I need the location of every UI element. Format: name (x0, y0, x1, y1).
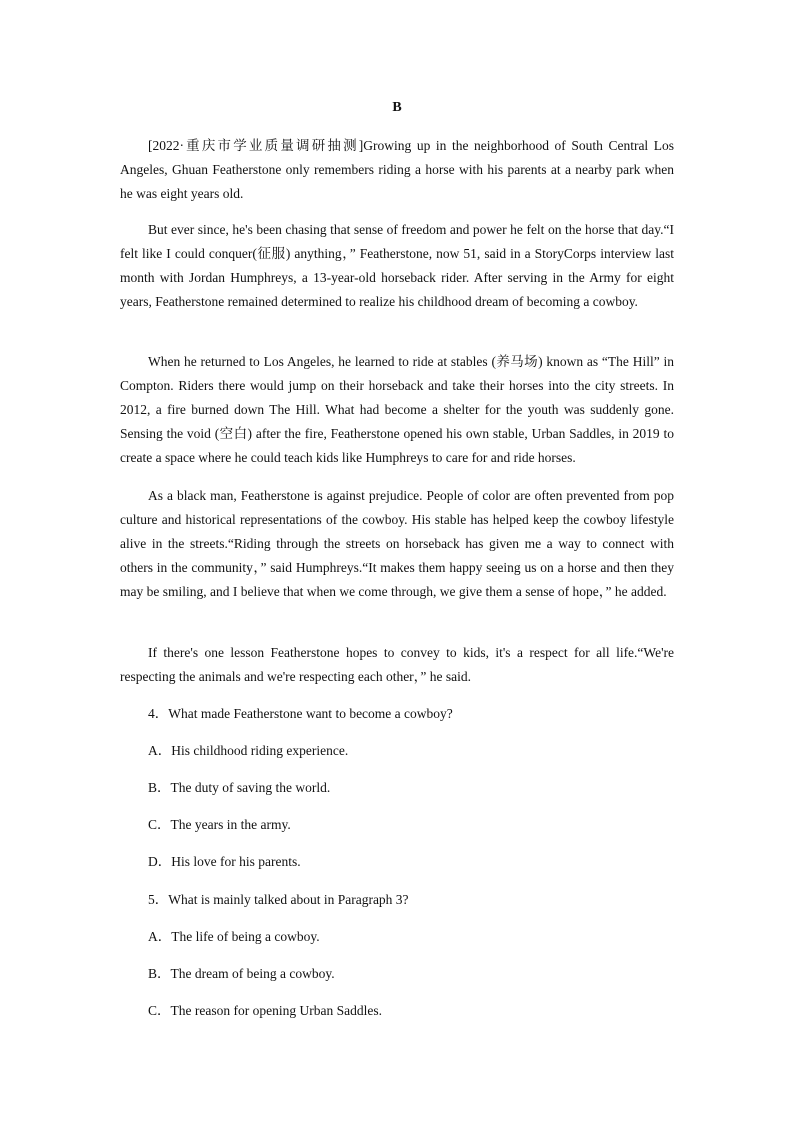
passage-paragraph-3: When he returned to Los Angeles, he learned to ride at stables (养马场) known as “The Hill” in Compton. Riders there would jump on their horseback and take their horses into the city streets. In 2012, a fire burned down The Hill. What had become a shelter for the youth was suddenly gone. Sensing the void (空白) after the fire, Featherstone opened his own stable, Urban Saddles, in 2019 to create a space where he could teach kids like Humphreys to care for and ride horses. (120, 354, 674, 466)
question-4-option-a: A．His childhood riding experience. (148, 743, 349, 758)
question-5-option-c: C．The reason for opening Urban Saddles. (148, 1003, 382, 1018)
question-5-option-b: B．The dream of being a cowboy. (148, 966, 335, 981)
question-4-option-c: C．The years in the army. (148, 817, 291, 832)
section-heading: B (392, 100, 402, 115)
passage-paragraph-4: As a black man, Featherstone is against prejudice. People of color are often prevented from pop culture and historical representations of the cowboy. His stable has helped keep the cowboy lifestyle alive in the streets.“Riding through the streets on horseback has given me a way to connect with others in the community，” said Humphreys.“It makes them happy seeing us on a horse and then they may be smiling, and I believe that when we come through, we give them a sense of hope，” he added. (120, 488, 674, 600)
question-4-stem: 4．What made Featherstone want to become a cowboy? (148, 706, 453, 721)
question-5-stem: 5．What is mainly talked about in Paragraph 3? (148, 892, 409, 907)
source-tag: [2022·重庆市学业质量调研抽测] (148, 138, 364, 153)
passage-paragraph-2: But ever since, he's been chasing that sense of freedom and power he felt on the horse that day.“I felt like I could conquer(征服) anything，” Featherstone, now 51, said in a StoryCorps interview last month with Jordan Humphreys, a 13-year-old horseback rider. After serving in the Army for eight years, Featherstone remained determined to realize his childhood dream of becoming a cowboy. (120, 222, 674, 310)
question-4-option-d: D．His love for his parents. (148, 854, 301, 869)
passage-paragraph-1 (120, 134, 674, 206)
question-5-option-a: A．The life of being a cowboy. (148, 929, 320, 944)
question-4-option-b: B．The duty of saving the world. (148, 780, 331, 795)
passage-paragraph-5: If there's one lesson Featherstone hopes to convey to kids, it's a respect for all life.“We're respecting the animals and we're respecting each other，” he said. (120, 645, 674, 685)
paragraph-1-text: Growing up in the neighborhood of South Central Los Angeles, Ghuan Featherstone only remembers riding a horse with his parents at a nearby park when he was eight years old. (120, 138, 674, 202)
